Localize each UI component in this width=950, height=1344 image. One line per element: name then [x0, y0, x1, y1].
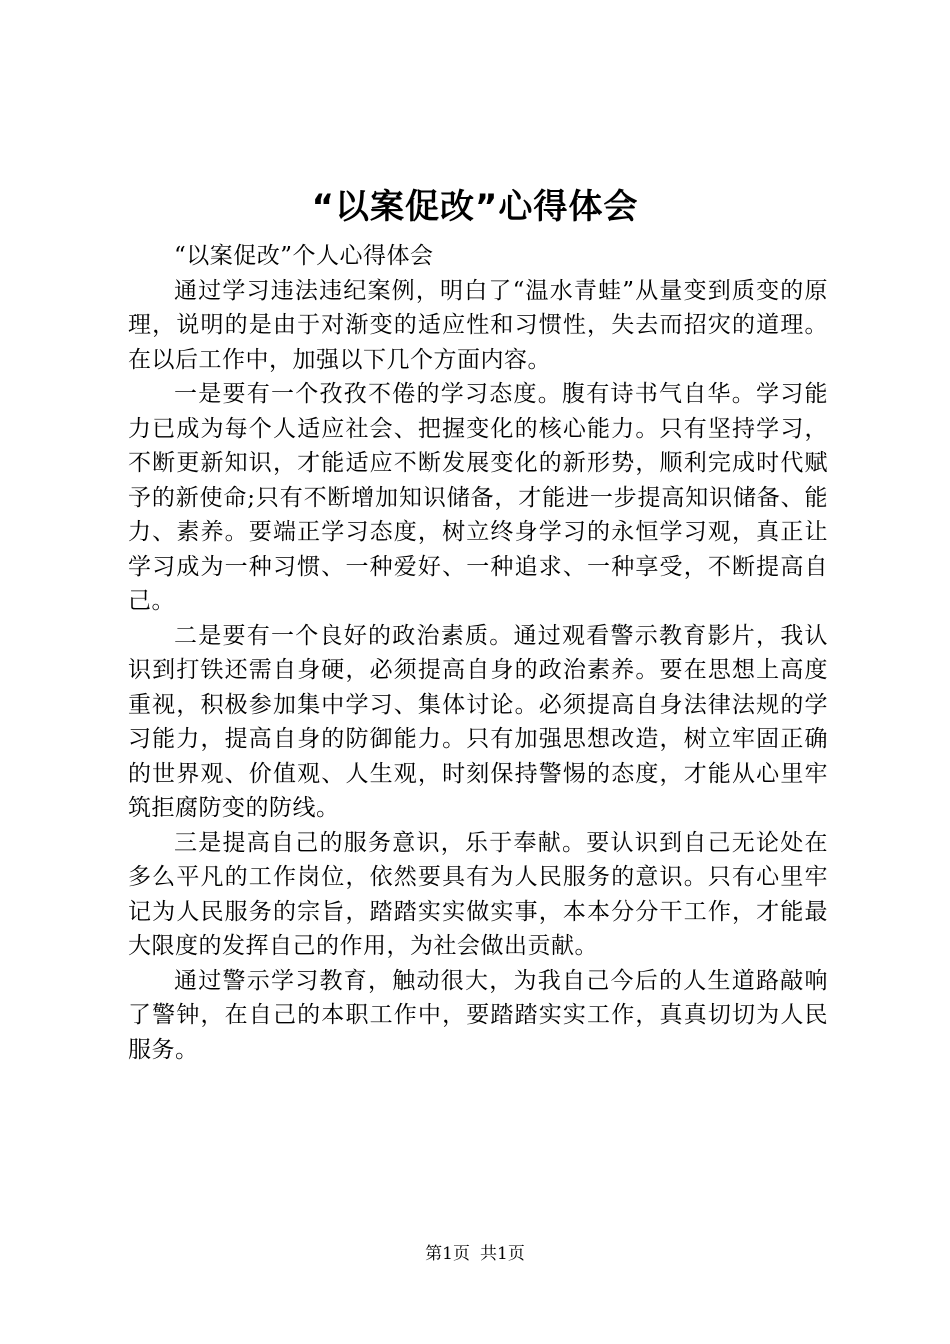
paragraph: 通过学习违法违纪案例，明白了“温水青蛙”从量变到质变的原理，说明的是由于对渐变的适应性和习惯性，失去而招灾的道理。在以后工作中，加强以下几个方面内容。 — [128, 277, 828, 373]
document-title: “以案促改”心得体会 — [311, 187, 639, 227]
paragraph: 一是要有一个孜孜不倦的学习态度。腹有诗书气自华。学习能力已成为每个人适应社会、把握变化的核心能力。只有坚持学习，不断更新知识，才能适应不断发展变化的新形势，顺利完成时代赋予的新使命;只有不断增加知识储备，才能进一步提高知识储备、能力、素养。要端正学习态度，树立终身学习的永恒学习观，真正让学习成为一种习惯、一种爱好、一种追求、一种享受，不断提高自己。 — [128, 381, 828, 614]
paragraph: 二是要有一个良好的政治素质。通过观看警示教育影片，我认识到打铁还需自身硬，必须提高自身的政治素养。要在思想上高度重视，积极参加集中学习、集体讨论。必须提高自身法律法规的学习能力，提高自身的防御能力。只有加强思想改造，树立牢固正确的世界观、价值观、人生观，时刻保持警惕的态度，才能从心里牢筑拒腐防变的防线。 — [128, 622, 828, 821]
page-total: 共1页 — [480, 1244, 525, 1264]
page-number: 第1页 — [425, 1244, 470, 1264]
paragraph: 三是提高自己的服务意识，乐于奉献。要认识到自己无论处在多么平凡的工作岗位，依然要具有为人民服务的意识。只有心里牢记为人民服务的宗旨，踏踏实实做实事，本本分分干工作，才能最大限度的发挥自己的作用，为社会做出贡献。 — [128, 829, 828, 959]
paragraph: 通过警示学习教育，触动很大，为我自己今后的人生道路敲响了警钟，在自己的本职工作中，要踏踏实实工作，真真切切为人民服务。 — [128, 967, 828, 1063]
document-body — [128, 239, 828, 1067]
document-subtitle: “以案促改”个人心得体会 — [174, 243, 434, 269]
page-footer — [0, 1242, 950, 1266]
